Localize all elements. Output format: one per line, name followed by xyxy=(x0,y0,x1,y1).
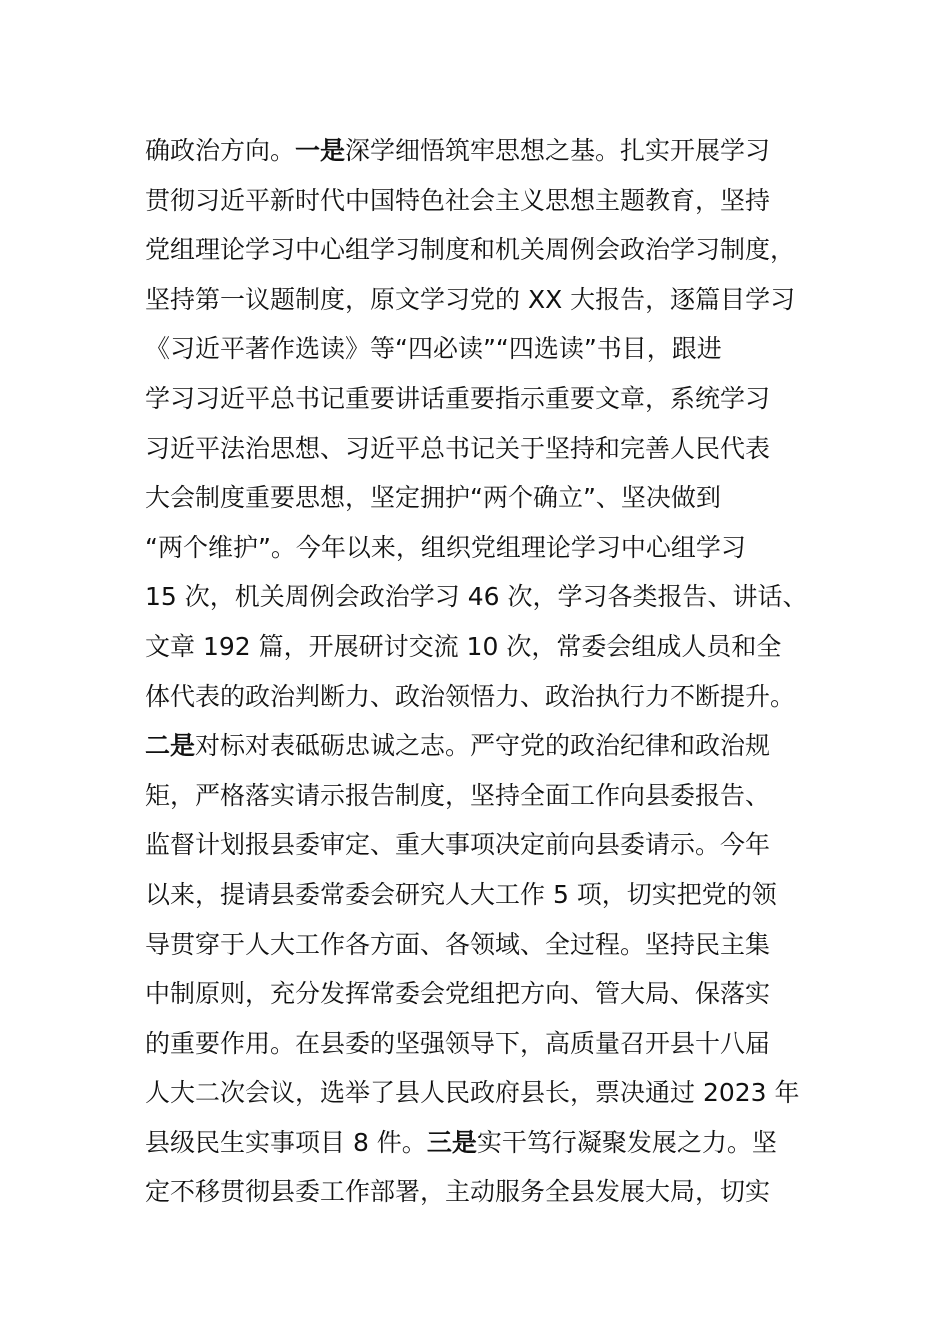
bold-lead-phrase: 二是 xyxy=(145,731,196,761)
bold-lead-phrase: 三是 xyxy=(426,1127,477,1157)
text-segment: 监督计划报县委审定、重大事项决定前向县委请示。今年 xyxy=(145,830,771,860)
text-segment: 《习近平著作选读》等“四必读”“四选读”书目，跟进 xyxy=(145,334,722,364)
text-segment: 县级民生实事项目 8 件。 xyxy=(145,1127,427,1157)
text-segment: 习近平法治思想、习近平总书记关于坚持和完善人民代表 xyxy=(145,433,771,463)
text-line xyxy=(145,473,815,523)
text-segment: 矩，严格落实请示报告制度，坚持全面工作向县委报告、 xyxy=(145,780,771,810)
text-segment: 定不移贯彻县委工作部署，主动服务全县发展大局，切实 xyxy=(145,1177,771,1207)
text-line xyxy=(145,672,815,722)
text-line xyxy=(145,1019,815,1069)
text-line xyxy=(145,424,815,474)
text-segment: 体代表的政治判断力、政治领悟力、政治执行力不断提升。 xyxy=(145,681,796,711)
text-line xyxy=(145,622,815,672)
text-line xyxy=(145,324,815,374)
text-segment: “两个维护”。今年以来，组织党组理论学习中心组学习 xyxy=(145,532,746,562)
text-segment: 导贯穿于人大工作各方面、各领域、全过程。坚持民主集 xyxy=(145,929,771,959)
text-line xyxy=(145,1068,815,1118)
text-segment: 学习习近平总书记重要讲话重要指示重要文章，系统学习 xyxy=(145,383,771,413)
text-segment: 15 次，机关周例会政治学习 46 次，学习各类报告、讲话、 xyxy=(145,582,808,612)
text-segment: 坚持第一议题制度，原文学习党的 XX 大报告，逐篇目学习 xyxy=(145,284,796,314)
text-line xyxy=(145,126,815,176)
text-segment: 确政治方向。 xyxy=(145,136,296,165)
text-segment: 贯彻习近平新时代中国特色社会主义思想主题教育，坚持 xyxy=(145,185,771,215)
text-segment: 对标对表砥砺忠诚之志。严守党的政治纪律和政治规 xyxy=(195,731,771,761)
text-segment: 大会制度重要思想，坚定拥护“两个确立”、坚决做到 xyxy=(145,483,721,513)
text-segment: 人大二次会议，选举了县人民政府县长，票决通过 2023 年 xyxy=(145,1078,800,1108)
text-line xyxy=(145,176,815,226)
text-line xyxy=(145,374,815,424)
text-segment: 深学细悟筑牢思想之基。扎实开展学习 xyxy=(345,136,771,165)
text-line xyxy=(145,721,815,771)
text-line xyxy=(145,572,815,622)
text-line xyxy=(145,920,815,970)
bold-lead-phrase: 一是 xyxy=(295,136,346,165)
text-line xyxy=(145,870,815,920)
text-line xyxy=(145,820,815,870)
text-segment: 的重要作用。在县委的坚强领导下，高质量召开县十八届 xyxy=(145,1028,771,1058)
text-line xyxy=(145,771,815,821)
text-segment: 中制原则，充分发挥常委会党组把方向、管大局、保落实 xyxy=(145,979,771,1009)
text-line xyxy=(145,225,815,275)
text-segment: 实干笃行凝聚发展之力。坚 xyxy=(476,1127,777,1157)
text-line xyxy=(145,969,815,1019)
text-segment: 文章 192 篇，开展研讨交流 10 次，常委会组成人员和全 xyxy=(145,631,782,661)
text-segment: 以来，提请县委常委会研究人大工作 5 项，切实把党的领 xyxy=(145,879,777,909)
text-line xyxy=(145,1167,815,1217)
text-line xyxy=(145,275,815,325)
text-line xyxy=(145,1118,815,1168)
text-segment: 党组理论学习中心组学习制度和机关周例会政治学习制度， xyxy=(145,235,796,265)
text-line xyxy=(145,523,815,573)
body-text xyxy=(145,126,815,1217)
